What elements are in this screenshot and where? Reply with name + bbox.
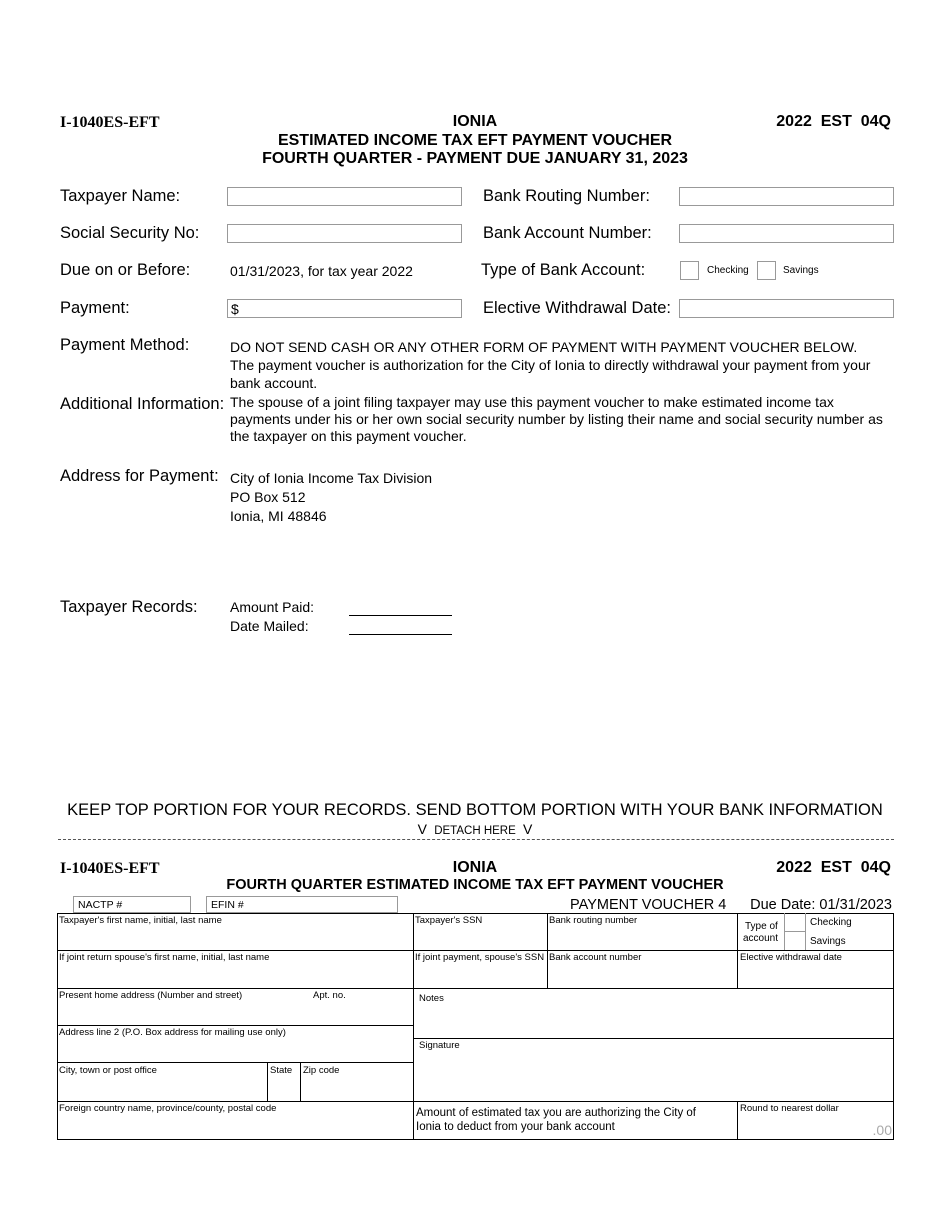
address-line-2: PO Box 512 bbox=[230, 489, 306, 505]
form-subtitle: FOURTH QUARTER - PAYMENT DUE JANUARY 31, 2023 bbox=[262, 150, 688, 167]
voucher-savings-label: Savings bbox=[810, 936, 846, 947]
grid-line bbox=[57, 950, 414, 951]
notes-label: Notes bbox=[419, 993, 444, 1004]
routing-field[interactable] bbox=[679, 187, 894, 206]
voucher-city: IONIA bbox=[452, 859, 498, 876]
payment-method-label: Payment Method: bbox=[60, 336, 190, 354]
year-code: 2022 EST 04Q bbox=[776, 113, 891, 130]
spouse-name-label: If joint return spouse's first name, initial, last name bbox=[59, 952, 270, 963]
apt-label: Apt. no. bbox=[313, 990, 346, 1001]
foreign-label: Foreign country name, province/county, postal code bbox=[59, 1103, 277, 1114]
voucher-year-code: 2022 EST 04Q bbox=[776, 859, 891, 876]
grid-line bbox=[413, 1101, 894, 1102]
first-name-label: Taxpayer's first name, initial, last name bbox=[59, 915, 222, 926]
city-name: IONIA bbox=[452, 113, 498, 130]
payment-address bbox=[230, 469, 432, 526]
notes-input[interactable] bbox=[414, 1006, 893, 1038]
address2-input[interactable] bbox=[58, 1039, 413, 1062]
grid-line bbox=[57, 988, 414, 989]
withdrawal-date-input[interactable] bbox=[738, 963, 893, 988]
date-mailed-label: Date Mailed: bbox=[230, 618, 309, 634]
voucher-checking-box[interactable] bbox=[784, 913, 806, 932]
checking-checkbox[interactable] bbox=[680, 261, 699, 280]
grid-line bbox=[57, 1025, 414, 1026]
home-address-label: Present home address (Number and street) bbox=[59, 990, 243, 1001]
voucher-title: FOURTH QUARTER ESTIMATED INCOME TAX EFT PAYMENT VOUCHER bbox=[226, 877, 724, 893]
method-line-1: DO NOT SEND CASH OR ANY OTHER FORM OF PAYMENT WITH PAYMENT VOUCHER BELOW. bbox=[230, 339, 858, 355]
amount-paid-label: Amount Paid: bbox=[230, 599, 315, 615]
amount-authorized-label bbox=[416, 1106, 696, 1134]
nactp-box[interactable] bbox=[73, 896, 191, 913]
voucher-due-date: Due Date: 01/31/2023 bbox=[750, 897, 892, 913]
spouse-ssn-input[interactable] bbox=[414, 963, 547, 988]
amount-line-1: Amount of estimated tax you are authorizing the City of bbox=[416, 1107, 696, 1119]
savings-label: Savings bbox=[783, 265, 819, 276]
savings-checkbox[interactable] bbox=[757, 261, 776, 280]
amount-input[interactable] bbox=[738, 1115, 858, 1139]
voucher-checking-label: Checking bbox=[810, 917, 852, 928]
withdrawal-field[interactable] bbox=[679, 299, 894, 318]
method-line-2: The payment voucher is authorization for the City of Ionia to directly withdrawal your payment from your bbox=[230, 357, 871, 373]
method-line-3: bank account. bbox=[230, 375, 318, 391]
account-label-small: account bbox=[743, 933, 779, 944]
account-type-label: Type of Bank Account: bbox=[481, 261, 646, 279]
detach-label: DETACH HERE bbox=[434, 825, 516, 837]
detach-here bbox=[0, 821, 950, 837]
address-label: Address for Payment: bbox=[60, 467, 219, 485]
payment-label: Payment: bbox=[60, 299, 130, 317]
down-arrow-icon: V bbox=[522, 821, 533, 837]
state-input[interactable] bbox=[268, 1077, 300, 1101]
signature-input[interactable] bbox=[414, 1053, 893, 1101]
withdrawal-date-label: Elective withdrawal date bbox=[740, 952, 842, 963]
records-label: Taxpayer Records: bbox=[60, 598, 198, 616]
spouse-ssn-label: If joint payment, spouse's SSN bbox=[415, 952, 545, 963]
additional-line-3: the taxpayer on this payment voucher. bbox=[230, 428, 467, 444]
form-id: I-1040ES-EFT bbox=[60, 114, 160, 131]
voucher-form-id: I-1040ES-EFT bbox=[60, 860, 160, 877]
routing-label: Bank Routing Number: bbox=[483, 187, 650, 205]
grid-line bbox=[57, 1062, 414, 1063]
type-of-label: Type of bbox=[745, 921, 778, 932]
dollar-sign: $ bbox=[231, 301, 239, 317]
efin-label: EFIN # bbox=[211, 899, 244, 911]
due-label: Due on or Before: bbox=[60, 261, 191, 279]
amount-paid-line[interactable] bbox=[349, 615, 452, 616]
foreign-input[interactable] bbox=[58, 1115, 413, 1139]
additional-info-label: Additional Information: bbox=[60, 395, 225, 413]
bank-routing-input[interactable] bbox=[548, 926, 737, 950]
payment-method-text bbox=[230, 338, 895, 392]
taxpayer-ssn-label: Taxpayer's SSN bbox=[415, 915, 483, 926]
due-value: 01/31/2023, for tax year 2022 bbox=[230, 263, 413, 279]
grid-line bbox=[413, 1038, 894, 1039]
detach-line bbox=[58, 839, 894, 840]
bank-account-input[interactable] bbox=[548, 963, 737, 988]
state-label: State bbox=[270, 1065, 293, 1076]
payment-field[interactable] bbox=[227, 299, 462, 318]
additional-line-1: The spouse of a joint filing taxpayer may use this payment voucher to make estimated income tax bbox=[230, 394, 834, 410]
account-field[interactable] bbox=[679, 224, 894, 243]
address-line-1: City of Ionia Income Tax Division bbox=[230, 470, 433, 486]
ssn-label: Social Security No: bbox=[60, 224, 200, 242]
zip-label: Zip code bbox=[303, 1065, 340, 1076]
voucher-number: PAYMENT VOUCHER 4 bbox=[570, 897, 727, 913]
round-label: Round to nearest dollar bbox=[740, 1103, 839, 1114]
account-label: Bank Account Number: bbox=[483, 224, 652, 242]
taxpayer-name-label: Taxpayer Name: bbox=[60, 187, 181, 205]
bank-routing-label: Bank routing number bbox=[549, 915, 638, 926]
address-line-3: Ionia, MI 48846 bbox=[230, 508, 327, 524]
city-label: City, town or post office bbox=[59, 1065, 157, 1076]
grid-right-line bbox=[893, 913, 894, 1140]
efin-box[interactable] bbox=[206, 896, 398, 913]
bank-account-label: Bank account number bbox=[549, 952, 642, 963]
spouse-name-input[interactable] bbox=[58, 963, 413, 988]
detach-instruction: KEEP TOP PORTION FOR YOUR RECORDS. SEND BOTTOM PORTION WITH YOUR BANK INFORMATION bbox=[67, 801, 883, 819]
checking-label: Checking bbox=[707, 265, 749, 276]
grid-line bbox=[413, 950, 894, 951]
home-address-input[interactable] bbox=[58, 1002, 413, 1025]
voucher-savings-box[interactable] bbox=[784, 932, 806, 950]
ssn-field[interactable] bbox=[227, 224, 462, 243]
date-mailed-line[interactable] bbox=[349, 634, 452, 635]
signature-label: Signature bbox=[419, 1040, 460, 1051]
taxpayer-name-field[interactable] bbox=[227, 187, 462, 206]
cents-label: .00 bbox=[872, 1122, 892, 1138]
grid-bottom-line bbox=[57, 1139, 894, 1140]
additional-line-2: payments under his or her own social security number by listing their name and social security number as bbox=[230, 411, 883, 427]
down-arrow-icon: V bbox=[417, 821, 427, 837]
grid-line bbox=[57, 1101, 414, 1102]
amount-line-2: Ionia to deduct from your bank account bbox=[416, 1121, 615, 1133]
nactp-label: NACTP # bbox=[78, 899, 123, 911]
taxpayer-ssn-input[interactable] bbox=[414, 926, 547, 950]
grid-line bbox=[413, 988, 894, 989]
first-name-input[interactable] bbox=[58, 926, 413, 950]
grid-top-line bbox=[57, 913, 894, 914]
address2-label: Address line 2 (P.O. Box address for mailing use only) bbox=[59, 1027, 286, 1038]
zip-input[interactable] bbox=[301, 1077, 413, 1101]
withdrawal-label: Elective Withdrawal Date: bbox=[483, 299, 671, 317]
form-title: ESTIMATED INCOME TAX EFT PAYMENT VOUCHER bbox=[277, 132, 673, 149]
city-input[interactable] bbox=[58, 1077, 267, 1101]
additional-info-text bbox=[230, 394, 900, 445]
